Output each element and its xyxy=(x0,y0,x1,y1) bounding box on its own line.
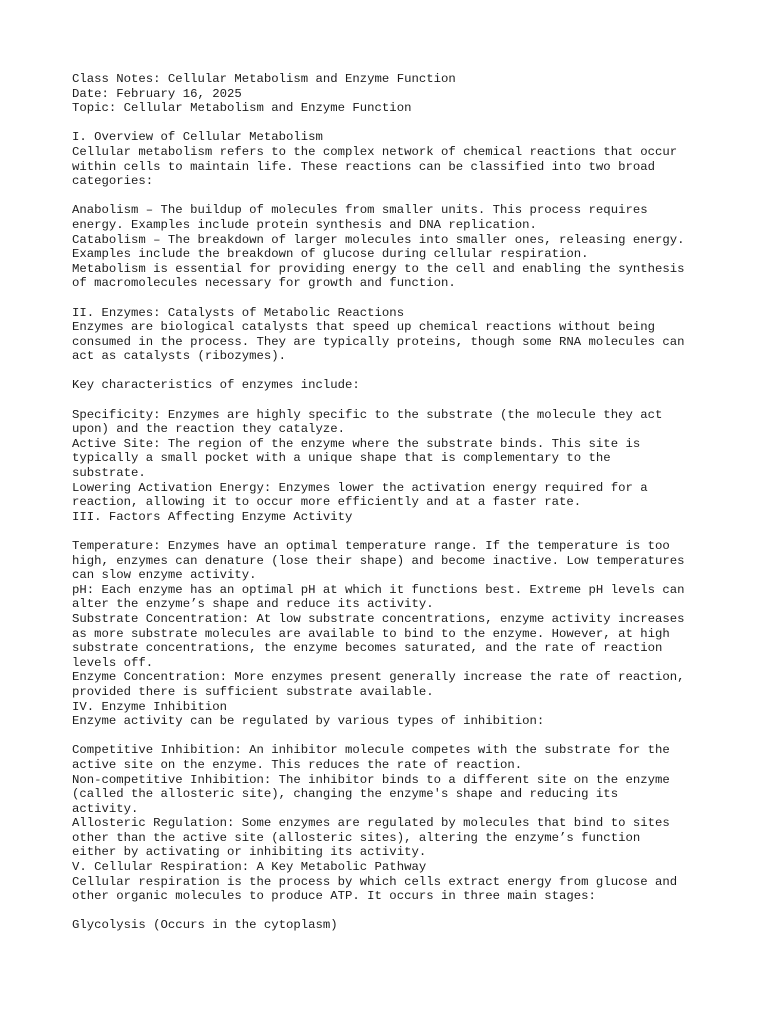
list-item-line: activity. xyxy=(72,801,139,816)
paragraph-line: Enzyme activity can be regulated by various types of inhibition: xyxy=(72,714,545,729)
list-item-line: Specificity: Enzymes are highly specific to the substrate (the molecule they act xyxy=(72,407,663,422)
list-item-line: substrate. xyxy=(72,466,146,481)
paragraph-line: Cellular respiration is the process by which cells extract energy from glucose and xyxy=(72,874,678,889)
spacer xyxy=(72,904,712,919)
list-item-line: typically a small pocket with a unique shape that is complementary to the xyxy=(72,451,611,466)
list-item-line: pH: Each enzyme has an optimal pH at which it functions best. Extreme pH levels can xyxy=(72,582,685,597)
document-header xyxy=(72,72,712,116)
list-item-line: alter the enzyme’s shape and reduce its activity. xyxy=(72,597,434,612)
section-overview xyxy=(72,130,712,291)
spacer xyxy=(72,393,712,408)
list-item-line: either by activating or inhibiting its activity. xyxy=(72,845,427,860)
list-item-line: Non-competitive Inhibition: The inhibitor binds to a different site on the enzyme xyxy=(72,772,670,787)
paragraph-line: Key characteristics of enzymes include: xyxy=(72,378,360,393)
document-page xyxy=(72,72,712,933)
list-item-line: Examples include the breakdown of glucose during cellular respiration. xyxy=(72,247,589,262)
list-item-line: (called the allosteric site), changing the enzyme's shape and reducing its xyxy=(72,787,619,802)
list-item-line: upon) and the reaction they catalyze. xyxy=(72,422,346,437)
list-item-line: Metabolism is essential for providing energy to the cell and enabling the synthesis xyxy=(72,261,685,276)
list-item-line: as more substrate molecules are available to bind to the enzyme. However, at high xyxy=(72,626,670,641)
list-item-line: active site on the enzyme. This reduces the rate of reaction. xyxy=(72,757,523,772)
spacer xyxy=(72,729,712,744)
list-item-line: high, enzymes can denature (lose their shape) and become inactive. Low temperatures xyxy=(72,553,685,568)
list-item-line: Lowering Activation Energy: Enzymes lower the activation energy required for a xyxy=(72,480,648,495)
stage-line: Glycolysis (Occurs in the cytoplasm) xyxy=(72,918,338,933)
notes-title: Class Notes: Cellular Metabolism and Enzyme Function xyxy=(72,72,456,86)
list-item-line: Enzyme Concentration: More enzymes present generally increase the rate of reaction, xyxy=(72,670,685,685)
paragraph-line: act as catalysts (ribozymes). xyxy=(72,349,287,364)
notes-topic: Topic: Cellular Metabolism and Enzyme Function xyxy=(72,101,412,116)
paragraph-line: Cellular metabolism refers to the complex network of chemical reactions that occur xyxy=(72,144,678,159)
spacer xyxy=(72,291,712,306)
paragraph-line: other organic molecules to produce ATP. It occurs in three main stages: xyxy=(72,889,596,904)
list-item-line: Allosteric Regulation: Some enzymes are regulated by molecules that bind to sites xyxy=(72,816,670,831)
section-heading: IV. Enzyme Inhibition xyxy=(72,699,227,714)
spacer xyxy=(72,189,712,204)
list-item-line: Competitive Inhibition: An inhibitor molecule competes with the substrate for the xyxy=(72,743,670,758)
paragraph-line: Enzymes are biological catalysts that speed up chemical reactions without being xyxy=(72,320,655,335)
list-item-line: Substrate Concentration: At low substrate concentrations, enzyme activity increases xyxy=(72,611,685,626)
section-heading: II. Enzymes: Catalysts of Metabolic Reactions xyxy=(72,305,405,320)
list-item-line: levels off. xyxy=(72,655,154,670)
paragraph-line: categories: xyxy=(72,174,154,189)
list-item-line: Anabolism – The buildup of molecules from smaller units. This process requires xyxy=(72,203,648,218)
list-item-line: can slow enzyme activity. xyxy=(72,568,257,583)
section-heading: V. Cellular Respiration: A Key Metabolic Pathway xyxy=(72,860,427,875)
section-heading: I. Overview of Cellular Metabolism xyxy=(72,130,323,145)
section-factors xyxy=(72,510,712,700)
list-item-line: Temperature: Enzymes have an optimal temperature range. If the temperature is too xyxy=(72,539,670,553)
list-item-line: Active Site: The region of the enzyme where the substrate binds. This site is xyxy=(72,436,641,451)
spacer xyxy=(72,116,712,131)
notes-date: Date: February 16, 2025 xyxy=(72,86,242,101)
paragraph-line: consumed in the process. They are typically proteins, though some RNA molecules can xyxy=(72,334,685,349)
list-item-line: substrate concentrations, the enzyme becomes saturated, and the rate of reaction xyxy=(72,641,663,656)
section-heading: III. Factors Affecting Enzyme Activity xyxy=(72,509,353,524)
spacer xyxy=(72,524,712,539)
list-item-line: Catabolism – The breakdown of larger molecules into smaller ones, releasing energy. xyxy=(72,232,685,247)
section-enzymes xyxy=(72,306,712,510)
list-item-line: of macromolecules necessary for growth and function. xyxy=(72,276,456,291)
list-item-line: energy. Examples include protein synthesis and DNA replication. xyxy=(72,217,537,232)
section-respiration xyxy=(72,860,712,933)
list-item-line: provided there is sufficient substrate available. xyxy=(72,684,434,699)
paragraph-line: within cells to maintain life. These reactions can be classified into two broad xyxy=(72,159,655,174)
list-item-line: reaction, allowing it to occur more efficiently and at a faster rate. xyxy=(72,495,582,510)
list-item-line: other than the active site (allosteric sites), altering the enzyme’s function xyxy=(72,830,641,845)
spacer xyxy=(72,364,712,379)
section-inhibition xyxy=(72,700,712,861)
